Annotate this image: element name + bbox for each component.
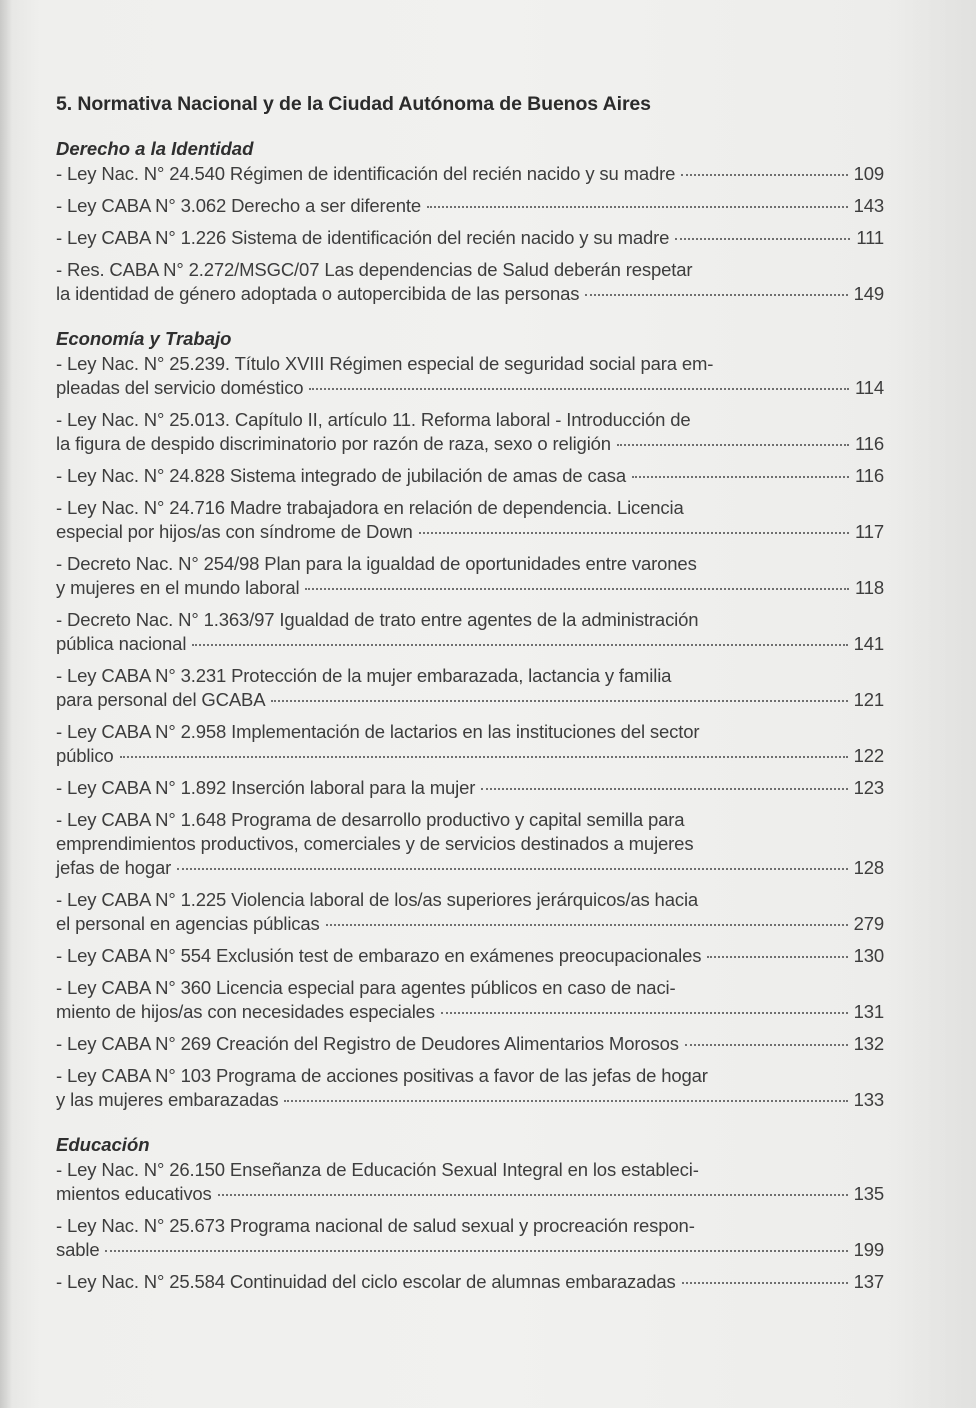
toc-entry xyxy=(56,808,884,880)
toc-entry xyxy=(56,258,884,306)
dot-leader xyxy=(120,754,848,758)
page-number: 135 xyxy=(853,1183,884,1204)
dot-leader xyxy=(585,292,847,296)
entry-text: pública nacional xyxy=(56,633,187,654)
toc-entry xyxy=(56,1214,884,1262)
page-number: 116 xyxy=(854,465,884,486)
toc-entry xyxy=(56,464,884,488)
entry-text-line: - Ley Nac. N° 25.013. Capítulo II, artículo 11. Reforma laboral - Introducción de xyxy=(56,409,691,430)
toc-entry xyxy=(56,162,884,186)
page-title: 5. Normativa Nacional y de la Ciudad Autónoma de Buenos Aires xyxy=(56,93,651,115)
page-number: 133 xyxy=(853,1089,884,1110)
entry-text: público xyxy=(56,745,114,766)
entry-text: para personal del GCABA xyxy=(56,689,266,710)
toc-entry xyxy=(56,1032,884,1056)
entry-text: especial por hijos/as con síndrome de Down xyxy=(56,521,413,542)
entry-final-line xyxy=(56,1088,884,1112)
toc-entry xyxy=(56,944,884,968)
dot-leader xyxy=(707,954,847,958)
section xyxy=(56,136,884,306)
bleed-through-margin xyxy=(888,0,976,1408)
entry-final-line xyxy=(56,688,884,712)
toc-entry xyxy=(56,1158,884,1206)
entry-final-line xyxy=(56,1238,884,1262)
entry-text-line: - Ley CABA N° 360 Licencia especial para agentes públicos en caso de naci- xyxy=(56,977,676,998)
dot-leader xyxy=(681,172,847,176)
dot-leader xyxy=(632,474,849,478)
dot-leader xyxy=(309,386,849,390)
section-heading: Derecho a la Identidad xyxy=(56,138,254,159)
entry-text: jefas de hogar xyxy=(56,857,172,878)
toc-entry xyxy=(56,1064,884,1112)
dot-leader xyxy=(481,786,847,790)
entry-text: - Ley Nac. N° 24.540 Régimen de identificación del recién nacido y su madre xyxy=(56,163,676,184)
entry-final-line xyxy=(56,856,884,880)
entry-text-line: - Ley Nac. N° 24.716 Madre trabajadora en relación de dependencia. Licencia xyxy=(56,497,684,518)
entry-text: miento de hijos/as con necesidades especiales xyxy=(56,1001,435,1022)
page-number: 111 xyxy=(856,227,884,248)
dot-leader xyxy=(685,1042,848,1046)
entry-text: - Ley CABA N° 1.226 Sistema de identificación del recién nacido y su madre xyxy=(56,227,670,248)
entry-final-line xyxy=(56,1270,884,1294)
page-number: 141 xyxy=(853,633,884,654)
dot-leader xyxy=(427,204,848,208)
toc-entry xyxy=(56,552,884,600)
entry-text-line: - Decreto Nac. N° 254/98 Plan para la igualdad de oportunidades entre varones xyxy=(56,553,697,574)
page-number: 114 xyxy=(854,377,884,398)
page-number: 118 xyxy=(854,577,884,598)
dot-leader xyxy=(218,1192,848,1196)
dot-leader xyxy=(441,1010,848,1014)
entry-text-line: - Ley Nac. N° 25.239. Título XVIII Régimen especial de seguridad social para em- xyxy=(56,353,714,374)
page-number: 130 xyxy=(853,945,884,966)
section xyxy=(56,326,884,1112)
page-number: 137 xyxy=(853,1271,884,1292)
page-number: 121 xyxy=(853,689,884,710)
entry-text: - Ley CABA N° 554 Exclusión test de embarazo en exámenes preocupacionales xyxy=(56,945,702,966)
dot-leader xyxy=(271,698,847,702)
entry-final-line xyxy=(56,1032,884,1056)
entry-final-line xyxy=(56,376,884,400)
entry-final-line xyxy=(56,464,884,488)
entry-text-line: - Ley CABA N° 103 Programa de acciones positivas a favor de las jefas de hogar xyxy=(56,1065,708,1086)
entry-text: y mujeres en el mundo laboral xyxy=(56,577,300,598)
toc-entry xyxy=(56,408,884,456)
dot-leader xyxy=(326,922,848,926)
entry-text: sable xyxy=(56,1239,100,1260)
entry-final-line xyxy=(56,576,884,600)
toc-entry xyxy=(56,608,884,656)
toc-entry xyxy=(56,776,884,800)
dot-leader xyxy=(419,530,849,534)
toc-entry xyxy=(56,1270,884,1294)
entry-text-line: - Ley CABA N° 2.958 Implementación de lactarios en las instituciones del sector xyxy=(56,721,700,742)
section-heading: Economía y Trabajo xyxy=(56,328,232,349)
toc-entry xyxy=(56,888,884,936)
entry-text: la figura de despido discriminatorio por razón de raza, sexo o religión xyxy=(56,433,611,454)
page-number: 109 xyxy=(853,163,884,184)
entry-text: - Ley CABA N° 1.892 Inserción laboral para la mujer xyxy=(56,777,476,798)
entry-final-line xyxy=(56,226,884,250)
toc-entry xyxy=(56,976,884,1024)
page-number: 131 xyxy=(853,1001,884,1022)
entry-final-line xyxy=(56,194,884,218)
dot-leader xyxy=(682,1280,848,1284)
toc-entry xyxy=(56,352,884,400)
dot-leader xyxy=(284,1098,847,1102)
sections xyxy=(56,136,884,1294)
dot-leader xyxy=(177,866,847,870)
entry-final-line xyxy=(56,632,884,656)
dot-leader xyxy=(192,642,847,646)
dot-leader xyxy=(305,586,848,590)
toc-entry xyxy=(56,226,884,250)
page-number: 149 xyxy=(853,283,884,304)
toc-entry xyxy=(56,664,884,712)
entry-text-line: - Ley CABA N° 1.225 Violencia laboral de los/as superiores jerárquicos/as hacia xyxy=(56,889,699,910)
entry-text: mientos educativos xyxy=(56,1183,212,1204)
page-number: 117 xyxy=(854,521,884,542)
entry-final-line xyxy=(56,776,884,800)
page-edge xyxy=(0,0,12,1408)
toc-entry xyxy=(56,194,884,218)
entry-final-line xyxy=(56,744,884,768)
page-number: 122 xyxy=(853,745,884,766)
entry-final-line xyxy=(56,1000,884,1024)
entry-text: la identidad de género adoptada o autopercibida de las personas xyxy=(56,283,580,304)
entry-final-line xyxy=(56,432,884,456)
entry-text-line: - Ley Nac. N° 25.673 Programa nacional de salud sexual y procreación respon- xyxy=(56,1215,695,1236)
dot-leader xyxy=(675,236,850,240)
document-body xyxy=(56,86,884,1302)
page-number: 143 xyxy=(853,195,884,216)
entry-text: - Ley Nac. N° 25.584 Continuidad del ciclo escolar de alumnas embarazadas xyxy=(56,1271,676,1292)
dot-leader xyxy=(617,442,849,446)
entry-text: - Ley CABA N° 3.062 Derecho a ser diferente xyxy=(56,195,421,216)
entry-text-line: - Ley CABA N° 1.648 Programa de desarrollo productivo y capital semilla para xyxy=(56,809,685,830)
entry-final-line xyxy=(56,282,884,306)
entry-text-line: emprendimientos productivos, comerciales y de servicios destinados a mujeres xyxy=(56,833,694,854)
page-number: 279 xyxy=(853,913,884,934)
entry-final-line xyxy=(56,520,884,544)
entry-text-line: - Res. CABA N° 2.272/MSGC/07 Las dependencias de Salud deberán respetar xyxy=(56,259,693,280)
page-number: 132 xyxy=(853,1033,884,1054)
entry-final-line xyxy=(56,162,884,186)
entry-text-line: - Ley CABA N° 3.231 Protección de la mujer embarazada, lactancia y familia xyxy=(56,665,672,686)
dot-leader xyxy=(105,1248,847,1252)
entry-text-line: - Decreto Nac. N° 1.363/97 Igualdad de trato entre agentes de la administración xyxy=(56,609,699,630)
entry-final-line xyxy=(56,1182,884,1206)
page-number: 116 xyxy=(854,433,884,454)
entry-text-line: - Ley Nac. N° 26.150 Enseñanza de Educación Sexual Integral en los estableci- xyxy=(56,1159,699,1180)
entry-final-line xyxy=(56,944,884,968)
toc-entry xyxy=(56,720,884,768)
page-number: 199 xyxy=(853,1239,884,1260)
section xyxy=(56,1132,884,1294)
entry-text: pleadas del servicio doméstico xyxy=(56,377,304,398)
entry-text: el personal en agencias públicas xyxy=(56,913,320,934)
entry-text: - Ley Nac. N° 24.828 Sistema integrado de jubilación de amas de casa xyxy=(56,465,627,486)
page-number: 128 xyxy=(853,857,884,878)
toc-entry xyxy=(56,496,884,544)
entry-text: - Ley CABA N° 269 Creación del Registro de Deudores Alimentarios Morosos xyxy=(56,1033,679,1054)
entry-final-line xyxy=(56,912,884,936)
section-heading: Educación xyxy=(56,1134,150,1155)
page-number: 123 xyxy=(853,777,884,798)
entry-text: y las mujeres embarazadas xyxy=(56,1089,279,1110)
